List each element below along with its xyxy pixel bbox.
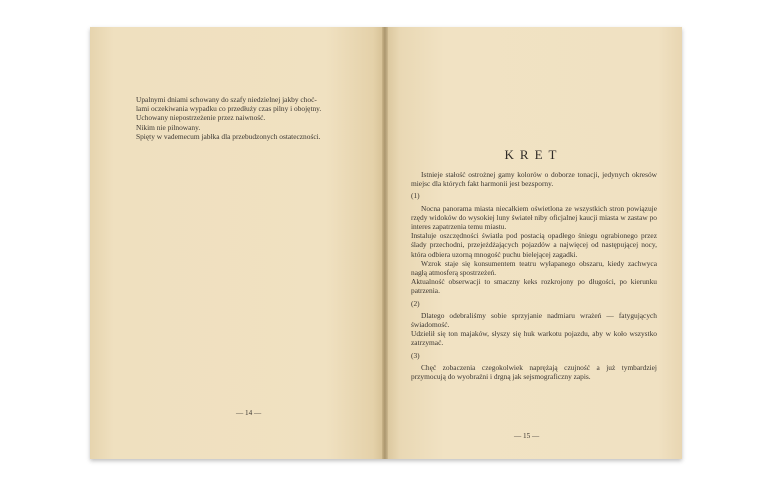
- page-number: — 15 —: [514, 432, 540, 440]
- text-line: Uchowany niepostrzeżenie przez naiwność.: [136, 113, 266, 123]
- section-marker: (2): [411, 298, 420, 308]
- right-page-text: [411, 170, 657, 381]
- paragraph: Udzielił się ton majaków, słyszy się huk warkotu pojazdu, aby w koło wszystko zatrzymać.: [411, 329, 657, 348]
- text-line: lami oczekiwania wypadku co przedłuży czas pilny i obojętny.: [136, 104, 322, 114]
- intro-paragraph: Istnieje stałość ostrożnej gamy kolorów o doborze tonacji, jedynych okresów miejsc dla których fakt harmonii jest bezsporny.: [411, 170, 657, 189]
- book-gutter: [382, 27, 388, 459]
- open-book-spread: [90, 27, 682, 459]
- text-line: Upalnymi dniami schowany do szafy niedzielnej jakby choć-: [136, 95, 317, 104]
- paragraph: Dlatego odebraliśmy sobie sprzyjanie nadmiaru wrażeń — fatygujących świadomość.: [411, 310, 657, 330]
- left-page-text: [136, 95, 360, 141]
- section-marker: (1): [411, 191, 420, 201]
- paragraph: Chęć zobaczenia czegokolwiek naprężają czujność a już tymbardziej przymocują do wyobraźni i drgną jak sejsmograficzny zapis.: [411, 362, 657, 382]
- paragraph: Wzrok staje się konsumentem teatru wyłapanego obszaru, kiedy zachwyca nagłą atmosferą spostrzeżeń.: [411, 258, 657, 278]
- paragraph: Instaluje oszczędności światła pod postacią opadłego śniegu ograbionego przez ślady przechodni, przejeżdżających pojazdów a najwięcej od następującej nocy, która odbiera uzorną mnogość puchu bielejącej zagadki.: [411, 231, 657, 259]
- paragraph: Aktualność obserwacji to smaczny keks rozkrojony po długości, po kierunku patrzenia.: [411, 277, 657, 296]
- left-page: [90, 27, 385, 459]
- section-marker: (3): [411, 350, 420, 360]
- text-line: Nikim nie pilnowany.: [136, 122, 201, 132]
- right-page: [385, 27, 682, 459]
- page-number: — 14 —: [236, 409, 262, 417]
- paragraph: Nocna panorama miasta niecałkiem oświetlona ze wszystkich stron powiązuje rzędy widoków do wysokiej luny świateł niby oficjalnej kaucji miasta w zastaw po interes zapatrzenia temu miastu.: [411, 203, 657, 232]
- poem-title: KRET: [504, 147, 563, 162]
- text-line: Spięty w vademecum jabłka dla przebudzonych ostateczności.: [136, 131, 321, 141]
